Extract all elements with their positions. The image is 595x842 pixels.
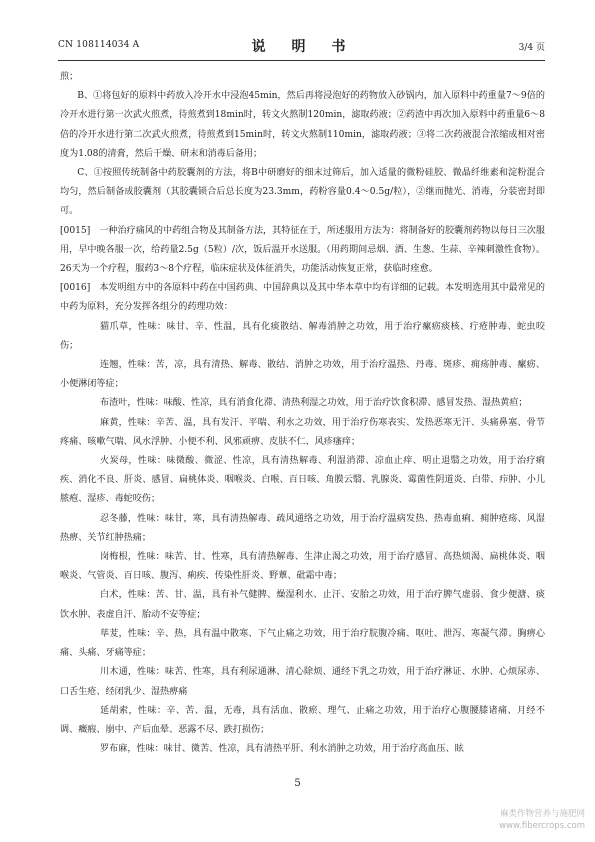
page-header — [58, 38, 545, 56]
watermark-title: 麻类作物营养与施肥网 — [499, 809, 585, 819]
paragraph: 罗布麻，性味：味甘、微苦、性凉，具有清热平肝、利水消肿之功效，用于治疗高血压、眩 — [100, 744, 464, 755]
page-indicator: 3/4 页 — [518, 43, 545, 53]
paragraph: [0015] 一种治疗痛风的中药组合物及其制备方法，其特征在于，所述服用方法为：将制备好的胶囊剂药物以每日三次服用，早中晚各服一次，给药量2.5g（5粒）/次，饭后温开水送服。（用药期间忌烟、酒、生葱、生蒜、辛辣刺激性食物）。26天为一个疗程，服药3～8个疗程，临床症状及体征消失，功能活动恢复正常，获临时痊愈。 — [60, 225, 545, 275]
paragraph: 猫爪草，性味：味甘、辛、性温，具有化痰散结、解毒消肿之功效，用于治疗瘰疬痰核、疔疮肿毒、蛇虫咬伤； — [60, 321, 545, 351]
paragraph: 麻黄，性味：辛苦、温，具有发汗、平喘、利水之功效，用于治疗伤寒表实、发热恶寒无汗、头痛鼻塞、骨节疼痛、咳嗽气喘、风水浮肿、小便不利、风邪顽痹、皮肤不仁、风疹瘙痒； — [60, 417, 545, 447]
page-number: 5 — [294, 778, 301, 789]
paragraph: 岗梅根，性味：味苦、甘、性寒，具有清热解毒、生津止渴之功效，用于治疗感冒、高热烦渴、扁桃体炎、咽喉炎、气管炎、百日咳、腹泻、痢疾、传染性肝炎、野蕈、砒霜中毒； — [60, 552, 545, 582]
paragraph: 延胡索，性味：辛、苦、温，无毒，具有活血、散瘀、理气、止痛之功效，用于治疗心腹腰膝诸痛、月经不调、癥瘕、崩中、产后血晕、恶露不尽、跌打损伤； — [60, 705, 545, 735]
patent-number: CN 108114034 A — [58, 40, 140, 50]
watermark-url: www.fibercrops.com — [499, 821, 585, 831]
watermark — [499, 808, 585, 832]
paragraph: 荜茇，性味：辛、热，具有温中散寒、下气止痛之功效，用于治疗脘腹冷痛、呕吐、泄泻、寒凝气滞、胸痹心痛、头痛、牙痛等症； — [60, 628, 545, 659]
paragraph: 忍冬藤，性味：味甘，寒，具有清热解毒、疏风通络之功效，用于治疗温病发热、热毒血痢、痈肿疮疡、风湿热痹、关节红肿热痛； — [60, 513, 545, 543]
paragraph: 川木通，性味：味苦、性寒，具有利尿通淋、清心除烦、通经下乳之功效，用于治疗淋证、水肿、心烦尿赤、口舌生疮、经闭乳少、湿热痹痛 — [60, 667, 545, 697]
paragraph: 煎； — [60, 72, 79, 82]
paragraph: B、①将包好的原料中药放入冷开水中浸泡45min，然后再将浸泡好的药物放入砂锅内，加入原料中药重量7～9倍的冷开水进行第一次武火煎煮，待煎煮到18min时，转文火熬制120min，滤取药液；②药渣中再次加入原料中药重量6～8倍的冷开水进行第二次武火煎煮，待煎煮到15min时，转文火熬制110min，滤取药液；③将二次药液混合浓缩成相对密度为1.08的清膏，然后干燥、研末和消毒后备用； — [60, 91, 545, 159]
header-rule — [58, 60, 545, 61]
document-title: 说 明 书 — [251, 39, 352, 55]
paragraph: [0016] 本发明组方中的各原料中药在中国药典、中国辞典以及其中华本草中均有详细的记载。本发明选用其中最常见的中药为原料，充分发挥各组分的药理功效： — [60, 283, 545, 313]
paragraph: 火炭母，性味：味微酸、微涩、性凉，具有清热解毒、利湿消滞、凉血止痒、明止退翳之功效，用于治疗痢疾、消化不良、肝炎、感冒、扁桃体炎、咽喉炎、白喉、百日咳、角膜云翳、乳腺炎、霉菌性阴道炎、白带、疖肿、小儿脓疱、湿疹、毒蛇咬伤； — [60, 456, 545, 505]
paragraph: 白术，性味：苦、甘、温，具有补气健脾、燥湿利水、止汗、安胎之功效，用于治疗脾气虚弱、食少便溏、痰饮水肿、表虚自汗、胎动不安等症； — [60, 590, 545, 620]
document-body — [60, 68, 545, 759]
paragraph: 布渣叶，性味：味酸、性凉，具有消食化滞、清热利湿之功效，用于治疗饮食积滞、感冒发热、湿热黄疸； — [100, 398, 528, 409]
paragraph: 连翘，性味：苦，凉，具有清热、解毒、散结、消肿之功效，用于治疗温热、丹毒、斑疹、痈疡肿毒、瘰疬、小便淋闭等症； — [60, 360, 545, 390]
paragraph: C、①按照传统制备中药胶囊剂的方法，将B中研磨好的细末过筛后，加入适量的微粉硅胶、微晶纤维素和淀粉混合均匀，然后制备成胶囊剂（其胶囊锁合后总长度为23.3mm，药粉容量0.4～0.5g/粒），②继而抛光、消毒，分装密封即可。 — [60, 168, 545, 217]
